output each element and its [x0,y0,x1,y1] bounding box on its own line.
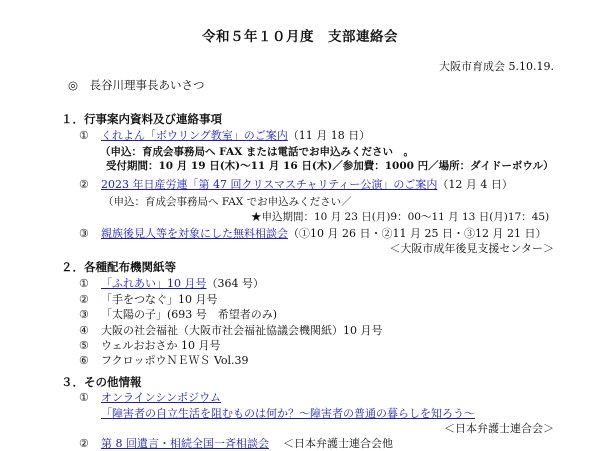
s2-item [79,277,264,291]
item-number: ⑤ [79,339,89,352]
s3-item-1-org: ＜日本弁護士連合会＞ [444,422,554,435]
item-number: ③ [79,227,89,240]
s3-item-1 [79,391,221,405]
item-text: （364 号） [206,277,264,290]
s1-item-1 [79,129,370,143]
item-number: ② [79,293,89,306]
online-symposium-link[interactable]: オンラインシンポジウム [101,391,222,404]
item-text: 「太陽の子」(693 号 希望者のみ) [101,308,278,321]
item-number: ② [79,178,89,191]
s1-item-2 [79,178,513,192]
inheritance-consultation-link[interactable]: 第 8 回遺言・相続全国一斉相談会 [101,437,269,450]
item-number: ① [79,277,89,290]
section-2-heading: ２．各種配布機関紙等 [61,260,176,274]
item-text: ウェルおおさか 10 月号 [101,339,221,352]
s1-item-2-detail-1: （申込：育成会事務局へ FAX でお申込みください／ [103,196,352,208]
item-number: ⑥ [79,354,89,367]
fureai-link[interactable]: 「ふれあい」10 月号 [101,277,207,290]
greeting-line: ◎ 長谷川理事長あいさつ [68,78,205,92]
item-number: ① [79,391,89,404]
item-org: ＜日本弁護士連合会他 [283,437,393,450]
symposium-title-link[interactable]: 「障害者の自立生活を阻むものは何か？〜障害者の普通の暮らしを知ろう〜 [101,407,475,420]
free-consultation-link[interactable]: 親族後見人等を対象にした無料相談会 [101,227,288,240]
s3-item-2 [79,437,393,451]
item-text: 「手をつなぐ」10 月号 [101,293,218,306]
s1-item-1-detail-2: 受付期間：10 月 19 日(木)〜11 月 16 日(木)／参加費：1000 円／場所：ダイドーボウル） [106,160,554,172]
item-text: 大阪の社会福祉（大阪市社会福祉協議会機関紙）10 月号 [101,324,383,337]
item-number: ② [79,437,89,450]
christmas-charity-link[interactable]: 2023 年日産労連「第 47 回クリスマスチャリティー公演」のご案内 [101,178,438,191]
s2-item [79,293,218,307]
item-number: ① [79,129,89,142]
s2-item [79,354,249,368]
item-date: （12 月 4 日） [437,178,513,191]
s2-item [79,339,221,353]
item-text: フクロッポウＮＥＷＳ Vol.39 [101,354,249,367]
s1-item-3-org: ＜大阪市成年後見支援センター＞ [389,242,554,255]
page-title: 令和５年１０月度 支部連絡会 [202,29,398,45]
s2-item [79,324,383,338]
item-date: （①10 月 26 日・②11 月 25 日・③12 月 21 日） [288,227,547,240]
item-number: ④ [79,324,89,337]
s2-item [79,308,277,322]
section-1-heading: １．行事案内資料及び連絡事項 [61,112,222,126]
organization-date: 大阪市育成会 5.10.19. [439,60,554,73]
bowling-class-link[interactable]: くれよん「ボウリング教室」のご案内 [101,129,288,142]
item-number: ③ [79,308,89,321]
section-3-heading: ３．その他情報 [61,375,142,389]
s3-item-1-sublink [101,407,475,421]
s1-item-3 [79,227,546,241]
s1-item-2-detail-2: ★申込期間：10 月 23 日(月)9：00〜11 月 13 日(月)17：45) [251,211,550,223]
item-date: （11 月 18 日） [287,129,371,142]
s1-item-1-detail-1: （申込：育成会事務局へ FAX または電話でお申込みください 。 [100,146,414,158]
